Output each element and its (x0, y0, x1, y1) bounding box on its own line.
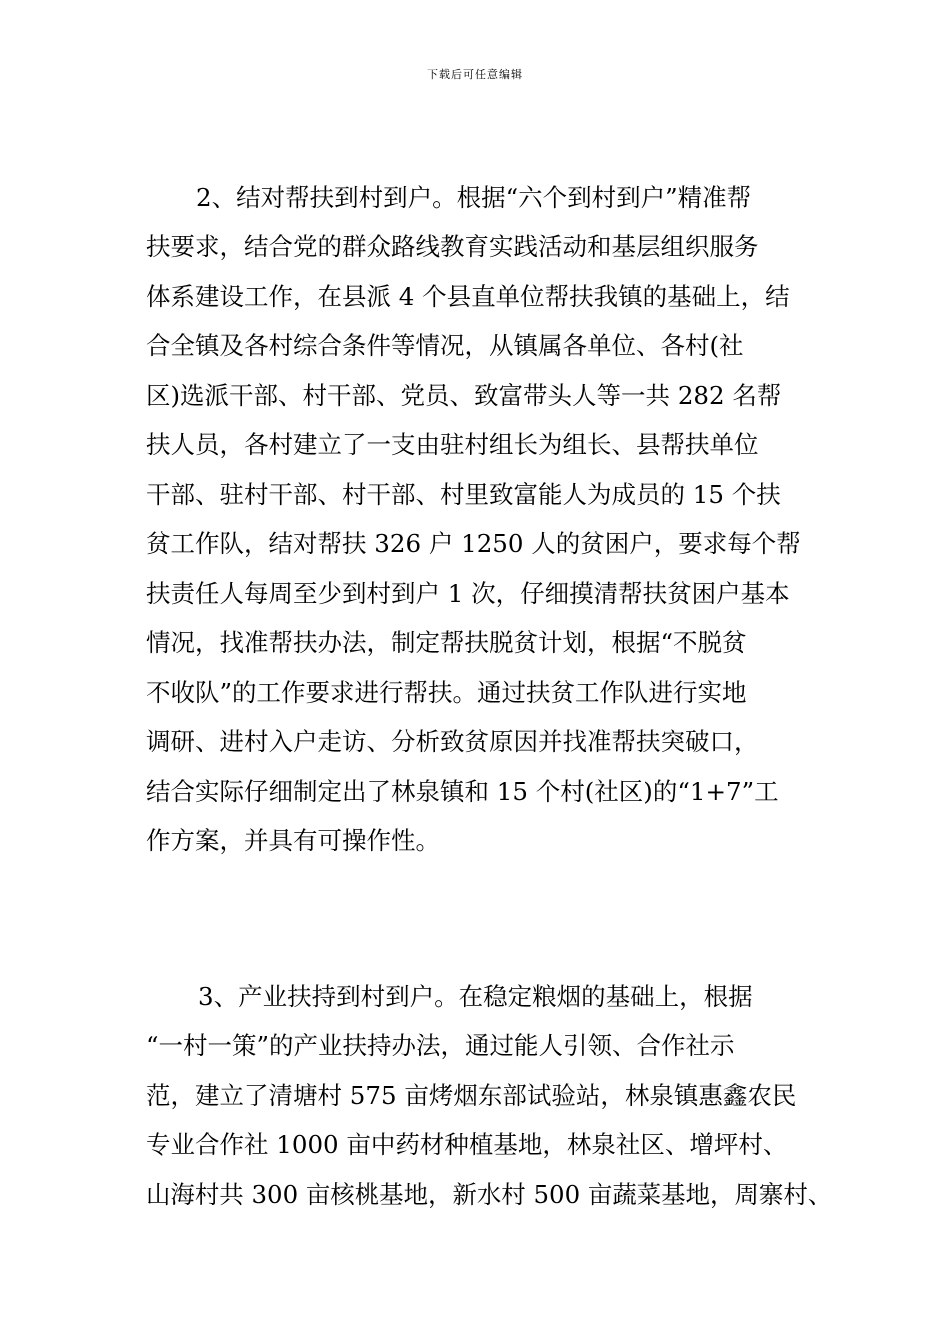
paragraph-2-line: 体系建设工作，在县派 4 个县直单位帮扶我镇的基础上，结 (146, 282, 790, 311)
paragraph-3-line: 3、产业扶持到村到户。在稳定粮烟的基础上，根据 (198, 982, 753, 1011)
paragraph-2-line: 扶要求，结合党的群众路线教育实践活动和基层组织服务 (146, 232, 759, 261)
paragraph-2-line: 结合实际仔细制定出了林泉镇和 15 个村(社区)的“1+7”工 (146, 777, 779, 806)
paragraph-2-line: 扶人员，各村建立了一支由驻村组长为组长、县帮扶单位 (146, 430, 759, 459)
paragraph-2-line: 调研、进村入户走访、分析致贫原因并找准帮扶突破口， (146, 727, 759, 756)
paragraph-2-line: 情况，找准帮扶办法，制定帮扶脱贫计划，根据“不脱贫 (146, 628, 747, 657)
paragraph-2-line: 扶责任人每周至少到村到户 1 次，仔细摸清帮扶贫困户基本 (146, 579, 790, 608)
paragraph-3-line: 范，建立了清塘村 575 亩烤烟东部试验站，林泉镇惠鑫农民 (146, 1081, 797, 1110)
paragraph-2-line: 贫工作队，结对帮扶 326 户 1250 人的贫困户，要求每个帮 (146, 529, 801, 558)
paragraph-3-line: 山海村共 300 亩核桃基地，新水村 500 亩蔬菜基地，周寨村、 (146, 1180, 833, 1209)
paragraph-2-line: 2、结对帮扶到村到户。根据“六个到村到户”精准帮 (196, 183, 752, 212)
paragraph-3-line: “一村一策”的产业扶持办法，通过能人引领、合作社示 (146, 1031, 735, 1060)
paragraph-2-line: 合全镇及各村综合条件等情况，从镇属各单位、各村(社 (146, 331, 744, 360)
paragraph-3-line: 专业合作社 1000 亩中药材种植基地，林泉社区、增坪村、 (146, 1130, 788, 1159)
paragraph-2-line: 区)选派干部、村干部、党员、致富带头人等一共 282 名帮 (146, 381, 782, 410)
header-note: 下载后可任意编辑 (427, 68, 523, 81)
paragraph-2-line: 干部、驻村干部、村干部、村里致富能人为成员的 15 个扶 (146, 480, 781, 509)
paragraph-2-line: 不收队”的工作要求进行帮扶。通过扶贫工作队进行实地 (146, 678, 747, 707)
paragraph-2-line: 作方案，并具有可操作性。 (146, 826, 440, 855)
